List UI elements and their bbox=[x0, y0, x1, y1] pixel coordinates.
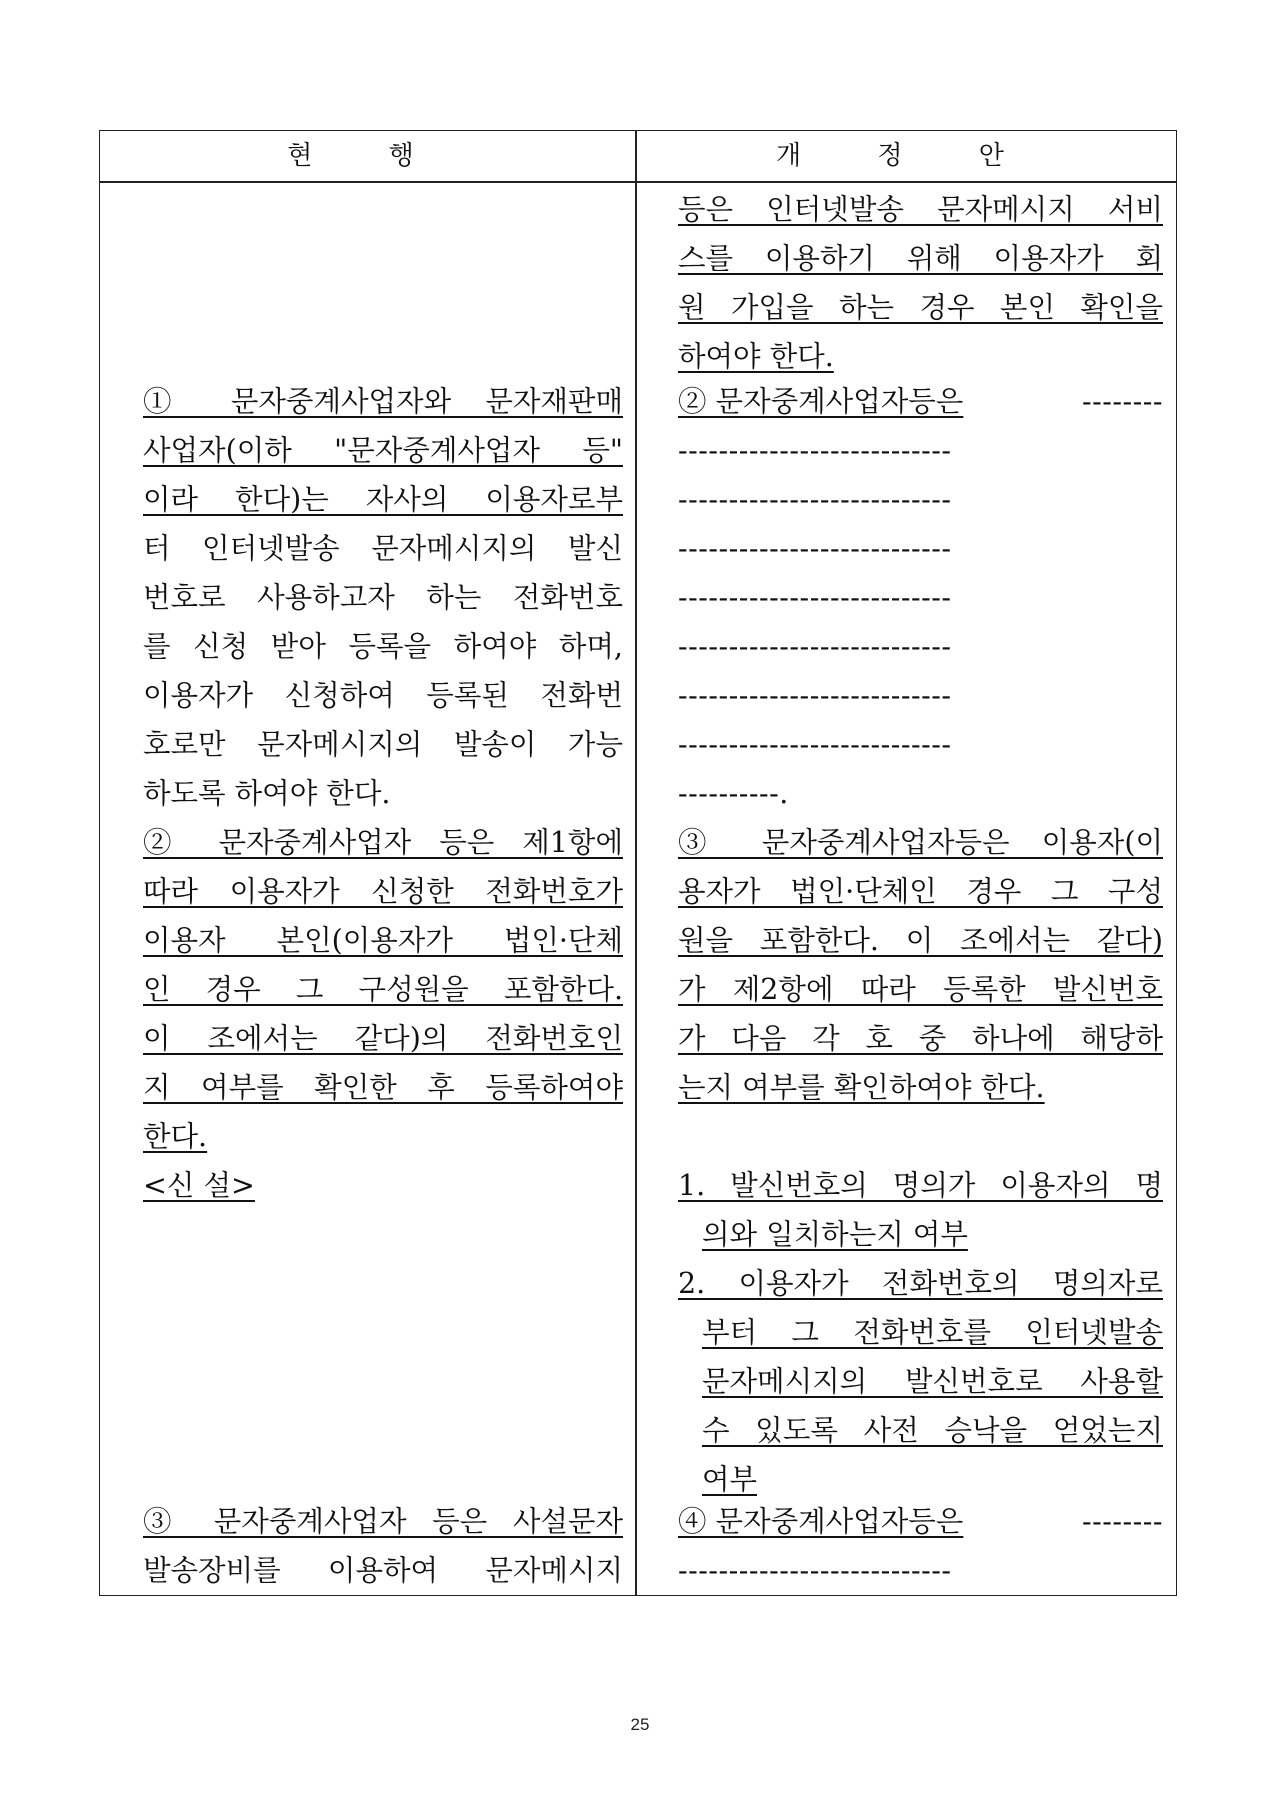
current-line: 를 신청 받아 등록을 하여야 하며, bbox=[143, 630, 623, 663]
current-line: 지 여부를 확인한 후 등록하여야 bbox=[143, 1071, 623, 1104]
proposed-line: 원 가입을 하는 경우 본인 확인을 bbox=[678, 291, 1163, 324]
proposed-line: 용자가 법인·단체인 경우 그 구성 bbox=[678, 875, 1163, 908]
proposed-line: 원을 포함한다. 이 조에서는 같다) bbox=[678, 924, 1163, 957]
dash-filler: --------------------------- bbox=[678, 581, 952, 614]
current-line: 발송장비를 이용하여 문자메시지 bbox=[143, 1554, 623, 1587]
proposed-line: 스를 이용하기 위해 이용자가 회 bbox=[678, 242, 1163, 275]
current-line: 터 인터넷발송 문자메시지의 발신 bbox=[143, 532, 623, 565]
proposed-list-item: 부터 그 전화번호를 인터넷발송 bbox=[702, 1316, 1163, 1349]
dash-filler: --------------------------- bbox=[678, 434, 952, 467]
dash-filler: --------------------------- bbox=[678, 630, 952, 663]
current-line-part: 이라 한다)는 자사의 이용자로부 bbox=[143, 483, 623, 516]
proposed-list-item: 여부 bbox=[702, 1463, 758, 1496]
proposed-line: 등은 인터넷발송 문자메시지 서비 bbox=[678, 193, 1163, 226]
header-current: 현 행 bbox=[287, 141, 448, 171]
proposed-list-item: 1. 발신번호의 명의가 이용자의 명 bbox=[678, 1169, 1163, 1202]
proposed-line-part: ② 문자중계사업자등은 bbox=[678, 385, 964, 418]
header-proposed: 개 정 안 bbox=[776, 141, 1038, 171]
current-line: 한다. bbox=[143, 1120, 208, 1153]
dash-filler: --------------------------- bbox=[678, 679, 952, 712]
proposed-line: ③ 문자중계사업자등은 이용자(이 bbox=[678, 826, 1163, 859]
dash-filler: --------------------------- bbox=[678, 1554, 952, 1587]
current-line: ② 문자중계사업자 등은 제1항에 bbox=[143, 826, 623, 859]
dash-filler: -------- bbox=[1081, 385, 1163, 418]
page-number: 25 bbox=[630, 1715, 650, 1734]
current-line: 이용자 본인(이용자가 법인·단체 bbox=[143, 924, 623, 957]
proposed-list-item: 문자메시지의 발신번호로 사용할 bbox=[702, 1365, 1163, 1398]
proposed-line-part: ④ 문자중계사업자등은 bbox=[678, 1505, 964, 1538]
current-line: 이 조에서는 같다)의 전화번호인 bbox=[143, 1022, 623, 1055]
column-divider bbox=[635, 131, 637, 1595]
proposed-list-item: 2. 이용자가 전화번호의 명의자로 bbox=[678, 1267, 1163, 1300]
proposed-line: 가 제2항에 따라 등록한 발신번호 bbox=[678, 973, 1163, 1006]
proposed-line: 가 다음 각 호 중 하나에 해당하 bbox=[678, 1022, 1163, 1055]
current-line: 이용자가 신청하여 등록된 전화번 bbox=[143, 679, 623, 712]
current-line: 사업자(이하 "문자중계사업자 등" bbox=[143, 434, 623, 467]
proposed-line bbox=[678, 1502, 1163, 1542]
proposed-line: 하여야 한다. bbox=[678, 340, 834, 373]
dash-filler: --------------------------- bbox=[678, 483, 952, 516]
dash-filler: -------- bbox=[1081, 1505, 1163, 1538]
current-line: ① 문자중계사업자와 문자재판매 bbox=[143, 385, 623, 418]
header-rule bbox=[100, 181, 1176, 183]
current-line: 호로만 문자메시지의 발송이 가능 bbox=[143, 728, 623, 761]
proposed-list-item: 의와 일치하는지 여부 bbox=[702, 1218, 968, 1251]
proposed-line: 는지 여부를 확인하여야 한다. bbox=[678, 1071, 1045, 1104]
dash-filler: --------------------------- bbox=[678, 728, 952, 761]
dash-filler: --------------------------- bbox=[678, 532, 952, 565]
current-line: 번호로 사용하고자 하는 전화번호 bbox=[143, 581, 623, 614]
current-line: 따라 이용자가 신청한 전화번호가 bbox=[143, 875, 623, 908]
new-provision-marker: <신 설> bbox=[143, 1169, 255, 1202]
current-line bbox=[143, 480, 623, 520]
dash-filler: ----------. bbox=[678, 777, 789, 810]
current-line: 하도록 하여야 한다. bbox=[143, 777, 391, 810]
current-line: 인 경우 그 구성원을 포함한다. bbox=[143, 973, 623, 1006]
current-line: ③ 문자중계사업자 등은 사설문자 bbox=[143, 1505, 623, 1538]
proposed-list-item: 수 있도록 사전 승낙을 얻었는지 bbox=[702, 1414, 1163, 1447]
proposed-line bbox=[678, 382, 1163, 422]
